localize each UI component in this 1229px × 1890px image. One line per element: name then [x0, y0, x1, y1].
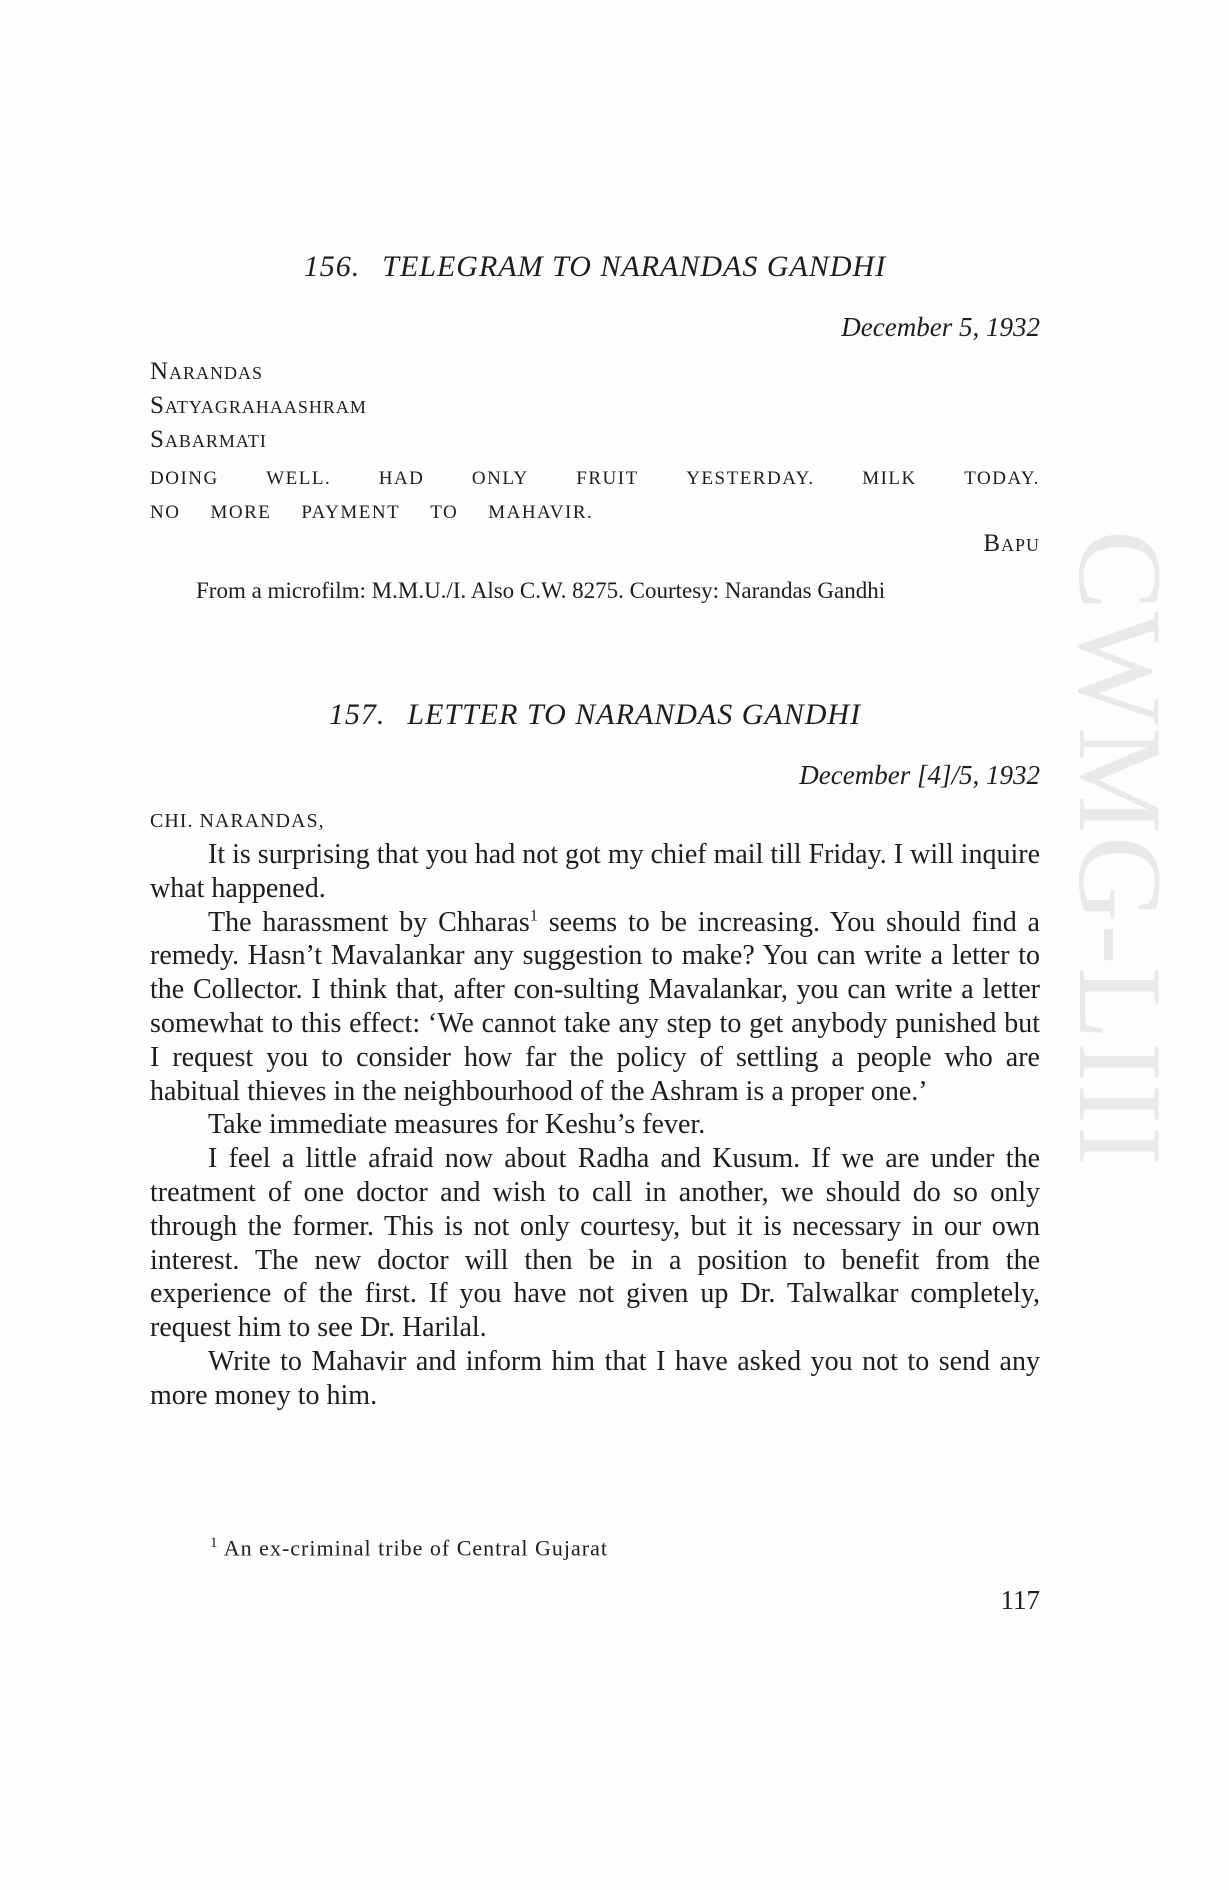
- footnote-marker: 1: [210, 1535, 219, 1551]
- watermark: CWMG-LIII: [1054, 530, 1187, 1168]
- address-line: Narandas: [150, 358, 264, 385]
- footnote: [210, 1535, 608, 1561]
- doc156-date: December 5, 1932: [841, 312, 1040, 342]
- page-number: 117: [1000, 1585, 1040, 1615]
- telegram-word: WELL.: [266, 468, 332, 489]
- signature: Bapu: [983, 530, 1040, 557]
- doc157-title: LETTER TO NARANDAS GANDHI: [407, 698, 862, 731]
- paragraph: I feel a little afraid now about Radha and Kusum. If we are under the treatment of one doctor and wish to call in another, we should do so only through the former. This is not only courtesy, but it is necessary in our own interest. The new doctor will then be in a position to benefit from the experience of the first. If you have not given up Dr. Talwalkar completely, request him to see Dr. Harilal.: [150, 1143, 1040, 1344]
- footnote-text: An ex-criminal tribe of Central Gujarat: [223, 1535, 608, 1561]
- telegram-word: MILK: [862, 468, 917, 489]
- telegram-word: YESTERDAY.: [686, 468, 815, 489]
- paragraph: It is surprising that you had not got my chief mail till Friday. I will inquire what happened.: [150, 839, 1040, 904]
- doc156-title: TELEGRAM TO NARANDAS GANDHI: [382, 250, 887, 283]
- telegram-word: ONLY: [471, 468, 529, 489]
- address-line: Sabarmati: [150, 426, 267, 453]
- telegram-word: PAYMENT: [301, 502, 401, 523]
- paragraph: [150, 906, 1040, 1109]
- telegram-word: TO: [430, 502, 459, 523]
- telegram-word: TODAY.: [964, 468, 1040, 489]
- doc157-heading: [150, 698, 1040, 732]
- paragraph-text: The harassment by Chharas: [208, 906, 530, 938]
- telegram-word: MORE: [210, 502, 272, 523]
- doc156-heading: [150, 250, 1040, 284]
- telegram-word: HAD: [378, 468, 425, 489]
- salutation: CHI. NARANDAS,: [150, 810, 325, 832]
- doc157-number: 157.: [328, 698, 386, 731]
- doc157-date: December [4]/5, 1932: [799, 760, 1040, 790]
- footnote-ref: 1: [529, 907, 538, 925]
- telegram-text: [150, 468, 1040, 536]
- doc156-address: [150, 355, 367, 457]
- paragraph-text: seems to be increasing. You should find a remedy. Hasn’t Mavalankar any suggestion to make? You can write a letter to the Collector. I think that, after con-sulting Mavalankar, you can write a letter somewhat to this effect: ‘We cannot take any step to get anybody punished but I request you to consider how far the policy of settling a people who are habitual thieves in the neighbourhood of the Ashram is a proper one.’: [150, 906, 1040, 1107]
- telegram-word: FRUIT: [576, 468, 639, 489]
- paragraph: Write to Mahavir and inform him that I have asked you not to send any more money to him.: [150, 1345, 1040, 1411]
- telegram-word: NO: [150, 502, 181, 523]
- telegram-word: DOING: [150, 468, 219, 489]
- doc156-number: 156.: [303, 250, 361, 283]
- telegram-line: [150, 468, 1040, 502]
- telegram-line: [150, 502, 1040, 536]
- letter-body: [150, 838, 1040, 1413]
- paragraph: Take immediate measures for Keshu’s fever.: [208, 1109, 706, 1141]
- source-note: From a microfilm: M.M.U./I. Also C.W. 8275. Courtesy: Narandas Gandhi: [196, 578, 886, 603]
- telegram-word: MAHAVIR.: [488, 502, 594, 523]
- address-line: Satyagrahaashram: [150, 392, 367, 419]
